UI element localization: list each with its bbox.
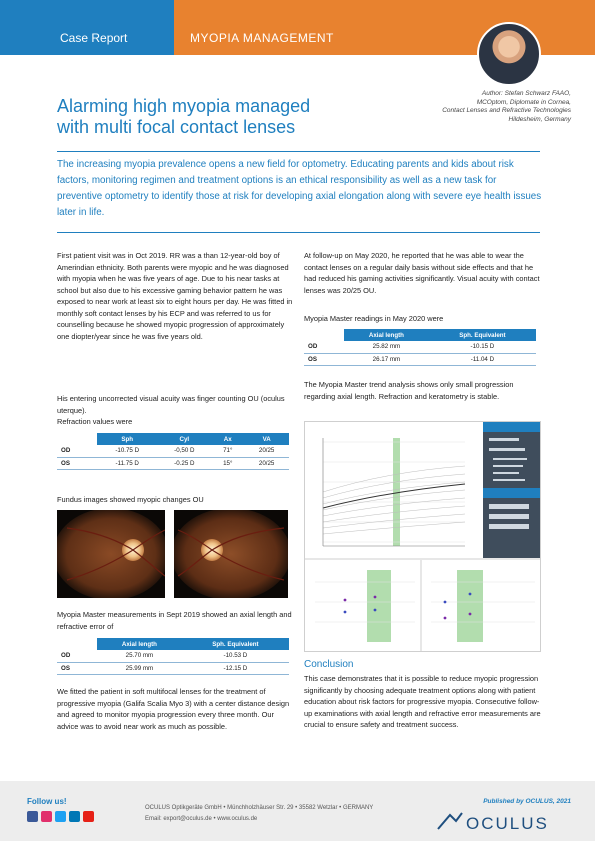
table-row (57, 457, 289, 469)
table-header: Cyl (157, 433, 211, 445)
table-cell: 20/25 (244, 445, 289, 457)
author-photo (477, 22, 541, 86)
table-cell: -12.15 D (182, 662, 289, 674)
table-cell: 25.99 mm (97, 662, 182, 674)
table-header: Sph. Equivalent (429, 329, 536, 341)
article-title (57, 96, 357, 138)
table-cell: -10.75 D (97, 445, 157, 457)
table-cell: -11.04 D (429, 353, 536, 365)
social-icons (27, 811, 94, 822)
right-col-p2: Myopia Master readings in May 2020 were (304, 314, 444, 323)
divider (57, 232, 540, 233)
table-cell: -10.53 D (182, 650, 289, 662)
table-header (57, 638, 97, 650)
left-col-p2 (57, 393, 294, 428)
fundus-image-od (57, 510, 165, 598)
conclusion-heading: Conclusion (304, 659, 354, 670)
treatment-title-bar (483, 488, 540, 498)
table-cell: 20/25 (244, 457, 289, 469)
instagram-icon[interactable] (41, 811, 52, 822)
table-cell: OD (57, 650, 97, 662)
facebook-icon[interactable] (27, 811, 38, 822)
table-cell: 71° (211, 445, 244, 457)
left-col-p3: Myopia Master measurements in Sept 2019 showed an axial length and refractive error of (57, 610, 292, 631)
linkedin-icon[interactable] (69, 811, 80, 822)
fundus-image-os (174, 510, 288, 598)
title-line: Alarming high myopia managed (57, 96, 311, 116)
company-info (145, 803, 373, 825)
table-cell: 15° (211, 457, 244, 469)
left-col-p1: First patient visit was in Oct 2019. RR was a than 12-year-old boy of Amerindian ethnicity. Both parents were myopic and he was diagnosed with myopia when he was five years of age. Due to his near tasks at school but also due to his excessive gaming behavior pattern he was exposed to near work at least six to eight hours per day. He was fitted in monthly soft contact lenses by his ECP and was referred to us for counselling because he showed myopic progression of approximately one diopter/year since he was five years old. (57, 251, 293, 341)
table-header: Axial length (344, 329, 429, 341)
author-line: Contact Lenses and Refractive Technologies (442, 107, 571, 114)
may-2020-table (304, 329, 536, 366)
myopia-master-screenshot (304, 421, 541, 652)
treatment-band (457, 570, 483, 642)
title-line: with multi focal contact lenses (57, 117, 296, 137)
right-col-p3: The Myopia Master trend analysis shows only small progression regarding axial length. Refraction and keratometry is stable. (304, 380, 514, 401)
table-header: Axial length (97, 638, 182, 650)
table-cell: 25.82 mm (344, 341, 429, 353)
author-line: Author: Stefan Schwarz FAAO, (481, 90, 571, 97)
table-row (57, 662, 289, 674)
header-myopia-management: MYOPIA MANAGEMENT (190, 31, 334, 45)
table-cell: -0,50 D (157, 445, 211, 457)
right-col-p1: At follow-up on May 2020, he reported that he was able to wear the contact lenses on a regular daily basis without side effects and that he had reduced his gaming activities significantly. Visual acuity with contact lenses was 20/25 OU. (304, 251, 540, 295)
table-row (57, 650, 289, 662)
company-contact[interactable]: Email: export@oculus.de • www.oculus.de (145, 816, 258, 822)
table-header (57, 433, 97, 445)
author-line: MCOptom, Diplomate in Cornea, (476, 98, 571, 106)
logo-text: OCULUS (466, 814, 549, 833)
sept-2019-table (57, 638, 289, 675)
left-col-p4: We fitted the patient in soft multifocal lenses for the treatment of progressive myopia (Galifa Scalia Myo 3) with a center distance design and agreed to monitor myopia progression every three month. Our advice was to avoid near work as much as possible. (57, 687, 290, 731)
table-cell: -11.75 D (97, 457, 157, 469)
table-cell: OS (57, 457, 97, 469)
header-left-band (0, 0, 174, 55)
table-row (57, 445, 289, 457)
author-line: Hildesheim, Germany (508, 115, 571, 123)
refraction-table (57, 433, 289, 470)
published-by: Published by OCULUS, 2021 (483, 798, 571, 805)
twitter-icon[interactable] (55, 811, 66, 822)
table-cell: OS (304, 353, 344, 365)
panel-title-bar (483, 422, 540, 432)
entering-va-text: His entering uncorrected visual acuity was finger counting OU (oculus uterque). (57, 394, 285, 415)
conclusion-text: This case demonstrates that it is possible to reduce myopic progression significantly by choosing adequate treatment options along with patient education about risk factors for progressive myopia. Consecutive follow-up examinations with axial length and refractive error measurements are crucial to ensure safety and treatment success. (304, 674, 541, 729)
table-cell: -10.15 D (429, 341, 536, 353)
table-cell: 25.70 mm (97, 650, 182, 662)
company-address: OCULUS Optikgeräte GmbH • Münchholzhäuser Str. 29 • 35582 Wetzlar • GERMANY (145, 805, 374, 811)
oculus-logo (436, 811, 572, 833)
refraction-intro: Refraction values were (57, 417, 133, 426)
refraction-development-chart (305, 560, 421, 651)
table-header (304, 329, 344, 341)
table-header: Sph. Equivalent (182, 638, 289, 650)
follow-us-label: Follow us! (27, 797, 67, 806)
header-case-report: Case Report (60, 31, 128, 45)
table-header: VA (244, 433, 289, 445)
table-header: Sph (97, 433, 157, 445)
table-cell: 26.17 mm (344, 353, 429, 365)
table-cell: OS (57, 662, 97, 674)
lead-paragraph: The increasing myopia prevalence opens a new field for optometry. Educating parents and kids about risk factors, monitoring regimen and treatment options is an ethical responsibility as well as a new task for preventive optometry to identify those at risk for developing axial elongation along with severe eye health issues later in life. (57, 159, 542, 218)
table-cell: OD (57, 445, 97, 457)
table-cell: -0.25 D (157, 457, 211, 469)
table-header: Ax (211, 433, 244, 445)
treatment-band (367, 570, 391, 642)
youtube-icon[interactable] (83, 811, 94, 822)
page-footer (0, 781, 595, 841)
table-row (304, 353, 536, 365)
fundus-caption: Fundus images showed myopic changes OU (57, 495, 204, 504)
table-row (304, 341, 536, 353)
divider (57, 151, 540, 152)
table-cell: OD (304, 341, 344, 353)
author-block (391, 90, 571, 124)
